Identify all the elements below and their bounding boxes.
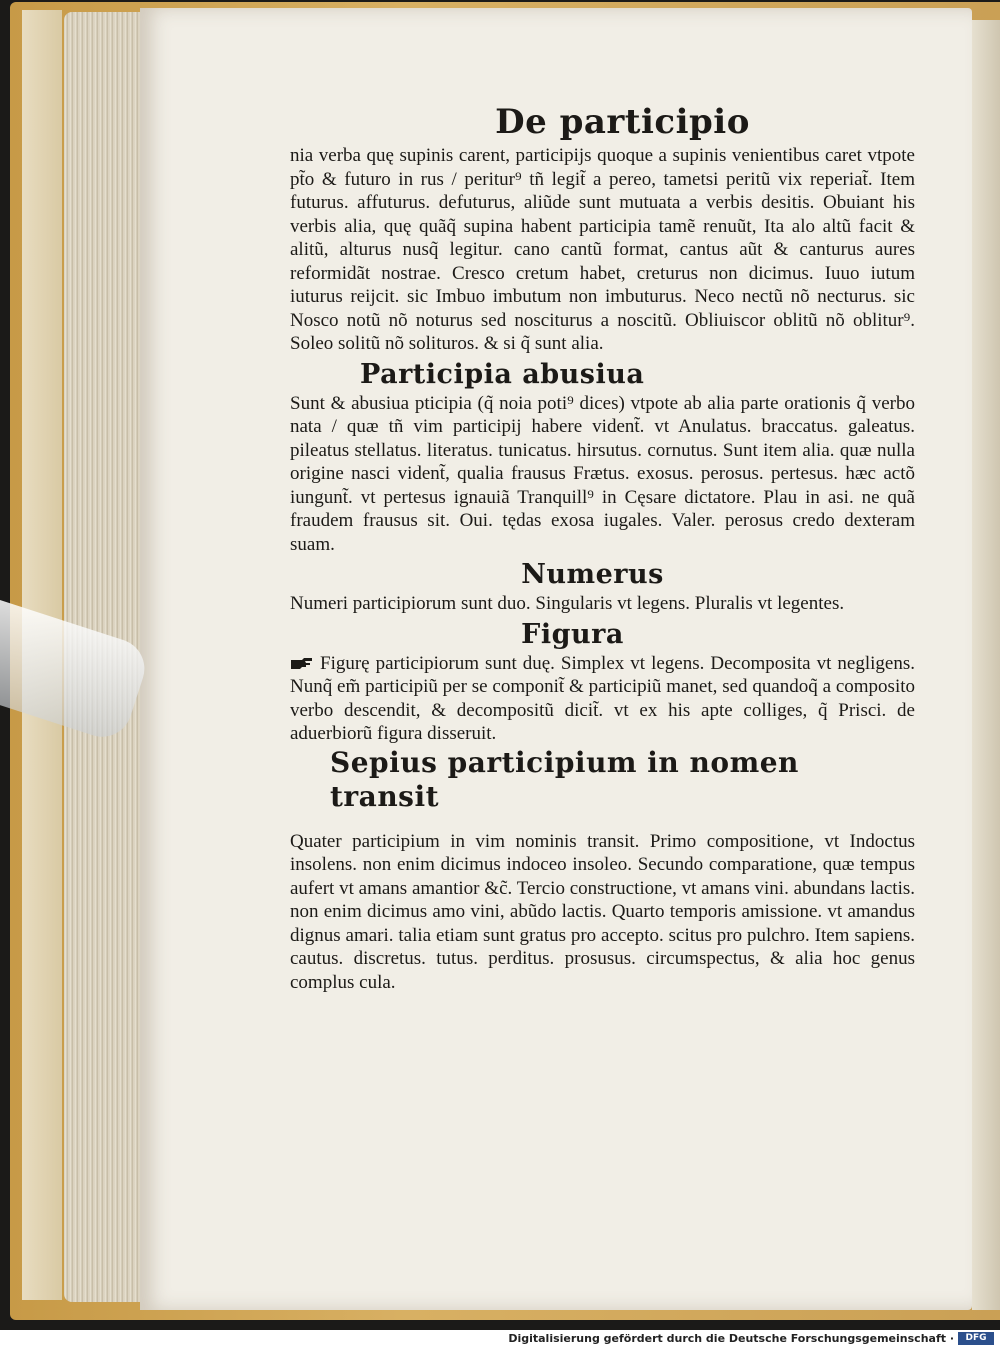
- footer-bar: [0, 1330, 1000, 1347]
- paragraph-abusiua: Sunt & abusiua pticipia (q̃ noia poti⁹ dices) vtpote ab alia parte orationis q̃ verbo nata / quæ tñ vim participij habere vident̃. vt Anulatus. braccatus. galeatus. pileatus stellatus. literatus. tunicatus. hirsutus. cornutus. Sunt item alia. quæ nulla origine nasci vident̃, qualia frausus Frætus. exosus. perosus. pertesus. hæc actõ iungunt̃. vt pertesus ignauiã Tranquill⁹ in Cęsare dictatore. Plau in asi. ne quã fraudem frausus sit. Oui. tędas exosa iugales. Valer. perosus credo dexteram suam.: [290, 392, 915, 555]
- paragraph-figura: [290, 652, 915, 746]
- heading-figura: Figura: [521, 618, 624, 650]
- pointing-hand-icon: [290, 655, 314, 671]
- page-text: [290, 100, 915, 994]
- heading-de-participio: De participio: [495, 102, 750, 142]
- dfg-logo: DFG: [958, 1332, 994, 1345]
- paragraph-numerus: Numeri participiorum sunt duo. Singularis vt legens. Pluralis vt legentes.: [290, 593, 845, 614]
- funding-credit: Digitalisierung gefördert durch die Deutsche Forschungsgemeinschaft ·: [508, 1332, 954, 1345]
- heading-sepius: Sepius participium in nomen transit: [330, 745, 799, 813]
- paragraph-supinis: nia verba quę supinis carent, participijs quoque a supinis venientibus caret vtpote pt̃o & futuro in rus / peritur⁹ tñ legit̃ a pereo, tametsi peritũ vix reperiat̃. Item futurus. affuturus. defuturus, aliũde sunt mutuata a verbis desitis. Obuiant his verbis alia, quę quãq̃ supina habent participia tamẽ renuũt, Ita alo altũ facit & alitũ, alturus nusq̃ legitur. cano cantũ format, cantus aũt & canturus aures reformidãt nostrae. Cresco cretum habet, creturus non dicimus. Iuuo iutum iuturus reijcit. sic Imbuo imbutum non imbuturus. Neco nectũ nõ necturus. sic Nosco notũ nõ noturus sed nosciturus a noscitũ. Obliuiscor oblitũ nõ oblitur⁹. Soleo solitũ nõ solituros. & si q̃ sunt alia.: [290, 145, 915, 354]
- paragraph-sepius: Quater participium in vim nominis transit. Primo compositione, vt Indoctus insolens. non enim dicimus indoceo insoleo. Secundo comparatione, quæ tempus aufert vt amans amantior &c̃. Tercio constructione, vt amans vini. abundans lactis. non enim dicimus amo vini, abũdo lactis. Quarto temporis amissione. vt amandus dignus amari. talia etiam sunt gratus pro accepto. scitus pro pulchro. Item sapiens. cautus. discretus. tutus. perditus. prosusus. circumspectus, & alia hoc genus complus cula.: [290, 830, 915, 993]
- facing-page-edge: [972, 20, 1000, 1310]
- heading-numerus: Numerus: [521, 559, 664, 590]
- heading-participia-abusiua: Participia abusiua: [360, 358, 645, 390]
- paragraph-figura-text: Figurę participiorum sunt duę. Simplex vt legens. Decomposita vt negligens. Nunq̃ em̃ participiũ per se componit̃ & participiũ manet, sed quandoq̃ a composito verbo descendit, & decompositũ dicit̃. vt ex his apte colliges, q̃ Prisci. de aduerbiorũ figura disseruit.: [290, 652, 915, 744]
